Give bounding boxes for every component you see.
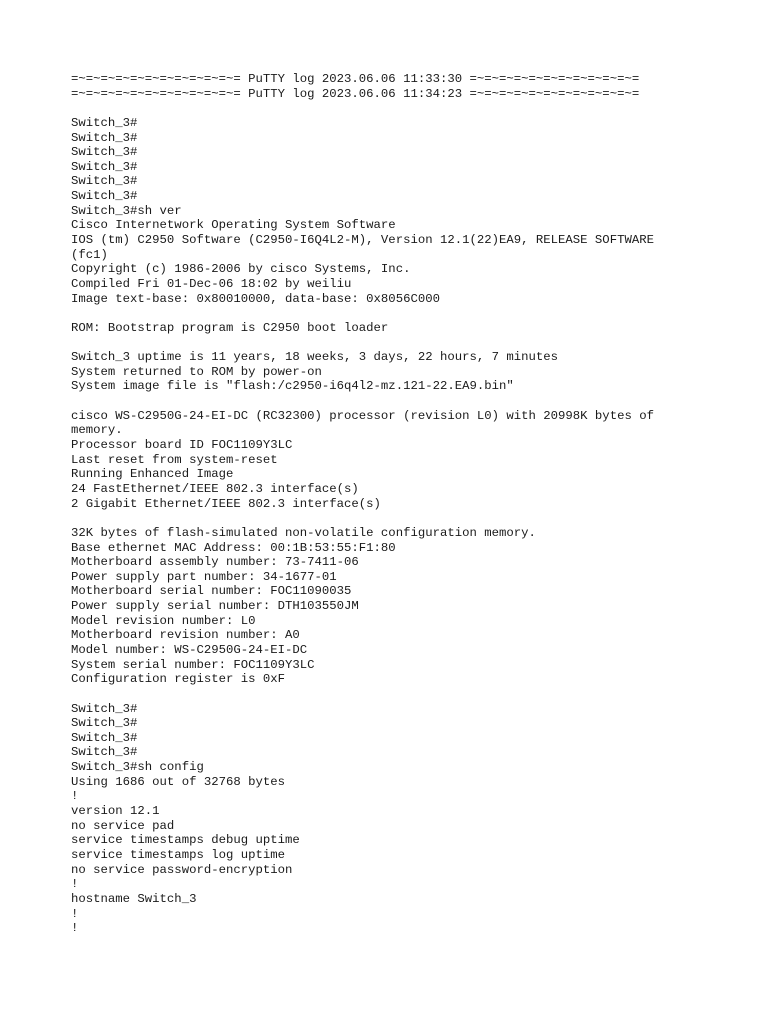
log-line: service timestamps log uptime xyxy=(71,847,286,862)
log-line: Using 1686 out of 32768 bytes xyxy=(71,774,286,789)
log-line: 24 FastEthernet/IEEE 802.3 interface(s) xyxy=(71,481,359,496)
log-line: =~=~=~=~=~=~=~=~=~=~=~= PuTTY log 2023.06.06 11:33:30 =~=~=~=~=~=~=~=~=~=~=~= xyxy=(71,72,640,86)
log-line: Image text-base: 0x80010000, data-base: 0x8056C000 xyxy=(71,291,440,306)
log-line: Model number: WS-C2950G-24-EI-DC xyxy=(71,642,308,657)
terminal-log-document xyxy=(71,72,711,936)
log-line: Copyright (c) 1986-2006 by cisco Systems, Inc. xyxy=(71,262,411,277)
log-line: Switch_3# xyxy=(71,130,138,145)
log-line: Power supply serial number: DTH103550JM xyxy=(71,599,359,614)
log-line: Base ethernet MAC Address: 00:1B:53:55:F1:80 xyxy=(71,540,396,555)
log-line: ! xyxy=(71,921,79,936)
log-line: Configuration register is 0xF xyxy=(71,672,286,687)
log-line: Processor board ID FOC1109Y3LC xyxy=(71,438,293,453)
log-line: no service pad xyxy=(71,818,175,833)
log-line: ! xyxy=(71,877,79,892)
log-line: Model revision number: L0 xyxy=(71,613,256,628)
log-line: Compiled Fri 01-Dec-06 18:02 by weiliu xyxy=(71,276,352,291)
log-line: ! xyxy=(71,906,79,921)
log-line: Motherboard serial number: FOC11090035 xyxy=(71,584,352,599)
log-line: 2 Gigabit Ethernet/IEEE 802.3 interface(s) xyxy=(71,496,381,511)
log-line xyxy=(71,101,711,116)
log-line: Switch_3#sh config xyxy=(71,760,204,775)
log-line xyxy=(71,336,711,351)
log-line: Switch_3#sh ver xyxy=(71,203,182,218)
log-line: Cisco Internetwork Operating System Software xyxy=(71,218,396,233)
log-line: Last reset from system-reset xyxy=(71,452,278,467)
log-line: System returned to ROM by power-on xyxy=(71,364,322,379)
log-line xyxy=(71,511,711,526)
log-line: Switch_3# xyxy=(71,701,138,716)
log-line: Power supply part number: 34-1677-01 xyxy=(71,569,337,584)
log-line: memory. xyxy=(71,423,123,438)
log-line xyxy=(71,306,711,321)
log-line: Switch_3# xyxy=(71,745,138,760)
log-line: ROM: Bootstrap program is C2950 boot loader xyxy=(71,320,389,335)
log-line: Running Enhanced Image xyxy=(71,467,234,482)
log-line xyxy=(71,394,711,409)
log-line: Switch_3 uptime is 11 years, 18 weeks, 3 days, 22 hours, 7 minutes xyxy=(71,350,559,365)
log-line: System serial number: FOC1109Y3LC xyxy=(71,657,315,672)
log-line: service timestamps debug uptime xyxy=(71,833,300,848)
log-line: ! xyxy=(71,789,79,804)
log-line: Switch_3# xyxy=(71,115,138,130)
log-line: 32K bytes of flash-simulated non-volatile configuration memory. xyxy=(71,525,536,540)
log-line: IOS (tm) C2950 Software (C2950-I6Q4L2-M), Version 12.1(22)EA9, RELEASE SOFTWARE xyxy=(71,233,654,248)
log-line: Switch_3# xyxy=(71,730,138,745)
log-line: hostname Switch_3 xyxy=(71,891,197,906)
log-line: Motherboard revision number: A0 xyxy=(71,628,300,643)
log-line: Switch_3# xyxy=(71,159,138,174)
log-line xyxy=(71,687,711,702)
log-line: Motherboard assembly number: 73-7411-06 xyxy=(71,555,359,570)
log-line: version 12.1 xyxy=(71,804,160,819)
log-line: System image file is "flash:/c2950-i6q4l2-mz.121-22.EA9.bin" xyxy=(71,379,514,394)
log-line: (fc1) xyxy=(71,247,108,262)
log-line: cisco WS-C2950G-24-EI-DC (RC32300) processor (revision L0) with 20998K bytes of xyxy=(71,408,654,423)
log-line: Switch_3# xyxy=(71,189,138,204)
log-line: Switch_3# xyxy=(71,174,138,189)
log-line: Switch_3# xyxy=(71,716,138,731)
log-line: no service password-encryption xyxy=(71,862,293,877)
log-line: Switch_3# xyxy=(71,145,138,160)
log-line: =~=~=~=~=~=~=~=~=~=~=~= PuTTY log 2023.06.06 11:34:23 =~=~=~=~=~=~=~=~=~=~=~= xyxy=(71,86,640,101)
